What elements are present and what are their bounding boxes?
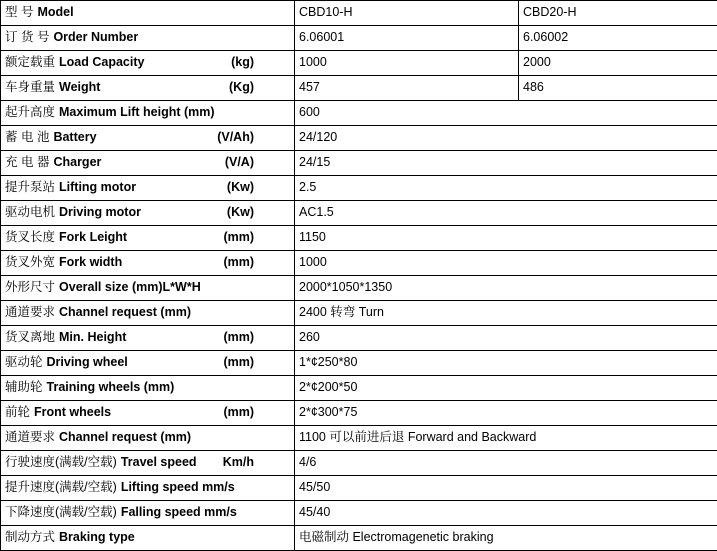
row-value-shared: 260 [295,326,717,351]
row-label-cn: 车身重量 [5,80,55,95]
row-label-en: Charger [53,155,101,170]
row-value-shared: 2*¢300*75 [295,401,717,426]
row-label-en: Channel request (mm) [59,305,191,320]
row-label-en: Lifting speed mm/s [121,480,235,495]
row-label-wrap [5,280,290,295]
row-label-unit: (V/Ah) [217,130,290,145]
row-label-cn: 货叉离地 [5,330,55,345]
table-row [1,376,717,401]
table-row [1,76,717,101]
row-label-unit: (mm) [223,405,290,420]
row-value-shared: 电磁制动 Electromagenetic braking [295,526,717,551]
row-label-en: Channel request (mm) [59,430,191,445]
row-label-wrap [5,130,290,145]
row-value-shared: 2*¢200*50 [295,376,717,401]
row-label-en: Weight [59,80,100,95]
row-value-shared: 24/15 [295,151,717,176]
row-label-cell [1,326,295,351]
row-label-cell [1,501,295,526]
row-label-cn: 货叉长度 [5,230,55,245]
row-label-cn: 驱动电机 [5,205,55,220]
row-label-cn: 驱动轮 [5,355,43,370]
table-row [1,451,717,476]
row-label-cn: 下降速度(满载/空载) [5,505,117,520]
row-value-cbd10: 457 [295,76,519,101]
row-value-shared: 1*¢250*80 [295,351,717,376]
row-value-shared: 1000 [295,251,717,276]
row-label-cn: 额定载重 [5,55,55,70]
row-label-cn: 提升泵站 [5,180,55,195]
row-label-en: Battery [53,130,96,145]
table-row [1,251,717,276]
row-label-wrap [5,405,290,420]
row-label-wrap [5,430,290,445]
row-label-en: Falling speed mm/s [121,505,237,520]
row-label-wrap [5,105,290,120]
row-label-cell [1,301,295,326]
row-label-cn: 辅助轮 [5,380,43,395]
row-label-cell [1,226,295,251]
row-label-cn: 蓄 电 池 [5,130,49,145]
row-label-cell [1,1,295,26]
row-value-shared: 2000*1050*1350 [295,276,717,301]
row-label-cell [1,526,295,551]
row-value-shared: 1150 [295,226,717,251]
row-label-en: Driving wheel [47,355,128,370]
row-label-cell [1,476,295,501]
row-label-cn: 提升速度(满载/空载) [5,480,117,495]
row-label-wrap [5,180,290,195]
row-label-unit: (mm) [223,230,290,245]
row-label-cell [1,101,295,126]
row-label-wrap [5,230,290,245]
row-label-en: Model [37,5,73,20]
row-label-cell [1,426,295,451]
row-label-wrap [5,505,290,520]
row-label-cell [1,376,295,401]
table-row [1,176,717,201]
table-row [1,301,717,326]
row-label-cell [1,401,295,426]
row-value-shared: 45/40 [295,501,717,526]
row-label-unit: (mm) [223,255,290,270]
row-label-en: Training wheels (mm) [47,380,175,395]
row-label-unit: (Kw) [227,180,290,195]
table-row [1,426,717,451]
row-label-wrap [5,355,290,370]
row-label-en: Driving motor [59,205,141,220]
row-label-cell [1,126,295,151]
row-label-cell [1,351,295,376]
table-row [1,26,717,51]
row-label-unit: (mm) [223,330,290,345]
table-body [1,1,717,551]
row-label-en: Order Number [53,30,138,45]
row-label-cn: 订 货 号 [5,30,49,45]
table-row [1,401,717,426]
table-row [1,51,717,76]
row-label-cn: 制动方式 [5,530,55,545]
table-row [1,151,717,176]
row-label-wrap [5,455,290,470]
row-value-shared: 1100 可以前进后退 Forward and Backward [295,426,717,451]
row-label-wrap [5,5,290,20]
row-label-en: Lifting motor [59,180,136,195]
row-label-en: Front wheels [34,405,111,420]
row-label-cell [1,251,295,276]
row-label-cn: 型 号 [5,5,33,20]
row-label-cell [1,276,295,301]
row-label-unit: (Kg) [229,80,290,95]
row-label-cell [1,51,295,76]
row-label-cn: 外形尺寸 [5,280,55,295]
row-value-cbd20: 486 [519,76,717,101]
row-label-wrap [5,380,290,395]
table-row [1,351,717,376]
row-value-shared: 2.5 [295,176,717,201]
table-row [1,476,717,501]
row-label-wrap [5,30,290,45]
row-label-unit: (mm) [223,355,290,370]
table-row [1,101,717,126]
row-label-cn: 通道要求 [5,305,55,320]
row-label-wrap [5,205,290,220]
row-label-cell [1,451,295,476]
row-label-cn: 货叉外宽 [5,255,55,270]
row-label-unit: (Kw) [227,205,290,220]
row-label-en: Travel speed [121,455,197,470]
table-row [1,226,717,251]
table-row [1,526,717,551]
row-label-cell [1,176,295,201]
row-value-shared: AC1.5 [295,201,717,226]
row-label-unit: (V/A) [225,155,290,170]
row-label-cell [1,201,295,226]
row-label-cn: 起升高度 [5,105,55,120]
row-value-cbd20: 6.06002 [519,26,717,51]
row-label-cell [1,76,295,101]
row-value-cbd10: 1000 [295,51,519,76]
table-row [1,1,717,26]
row-label-cell [1,151,295,176]
row-label-en: Fork Leight [59,230,127,245]
row-value-cbd20: 2000 [519,51,717,76]
row-label-wrap [5,55,290,70]
row-value-shared: 4/6 [295,451,717,476]
row-label-wrap [5,480,290,495]
row-label-wrap [5,305,290,320]
table-row [1,276,717,301]
table-row [1,501,717,526]
row-value-shared: 600 [295,101,717,126]
row-value-shared: 24/120 [295,126,717,151]
row-value-cbd20: CBD20-H [519,1,717,26]
row-label-en: Maximum Lift height (mm) [59,105,215,120]
row-label-cn: 充 电 器 [5,155,49,170]
row-label-en: Fork width [59,255,122,270]
row-label-en: Min. Height [59,330,126,345]
row-label-wrap [5,155,290,170]
row-label-cn: 行驶速度(满载/空载) [5,455,117,470]
row-label-cn: 通道要求 [5,430,55,445]
row-label-wrap [5,80,290,95]
row-value-shared: 45/50 [295,476,717,501]
row-label-en: Overall size (mm)L*W*H [59,280,201,295]
row-label-en: Load Capacity [59,55,144,70]
row-label-wrap [5,255,290,270]
table-row [1,201,717,226]
table-row [1,326,717,351]
row-label-unit: Km/h [223,455,290,470]
table-row [1,126,717,151]
row-value-shared: 2400 转弯 Turn [295,301,717,326]
row-label-wrap [5,530,290,545]
row-value-cbd10: 6.06001 [295,26,519,51]
row-label-unit: (kg) [231,55,290,70]
row-value-cbd10: CBD10-H [295,1,519,26]
row-label-cn: 前轮 [5,405,30,420]
row-label-en: Braking type [59,530,135,545]
row-label-cell [1,26,295,51]
row-label-wrap [5,330,290,345]
